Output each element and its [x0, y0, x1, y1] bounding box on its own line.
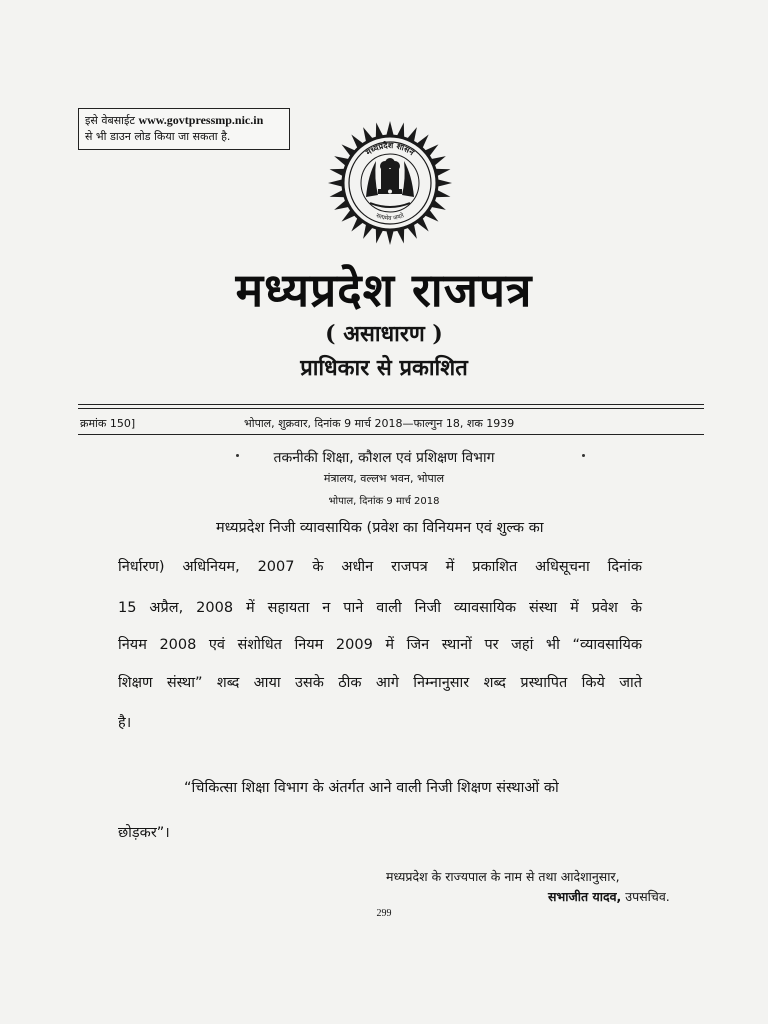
issue-number: क्रमांक 150] — [80, 417, 136, 430]
top-rule-secondary — [78, 408, 704, 409]
body-line-1: मध्यप्रदेश निजी व्यावसायिक (प्रवेश का विनियमन एवं शुल्क का — [216, 520, 544, 536]
governor-order-line: मध्यप्रदेश के राज्यपाल के नाम से तथा आदेशानुसार, — [386, 869, 620, 884]
signatory-designation: उपसचिव. — [625, 889, 670, 904]
department-address: मंत्रालय, वल्लभ भवन, भोपाल — [323, 472, 445, 485]
extraordinary-label: ( असाधारण ) — [325, 321, 443, 347]
quote-line-2: छोड़कर”। — [118, 825, 170, 841]
department-name: तकनीकी शिक्षा, कौशल एवं प्रशिक्षण विभाग — [273, 450, 495, 466]
notification-place-date: भोपाल, दिनांक 9 मार्च 2018 — [328, 496, 440, 507]
notice-line-1 — [85, 112, 283, 129]
top-rule — [78, 404, 704, 405]
body-line-4: नियम 2008 एवं संशोधित नियम 2009 में जिन स्थानों पर जहां भी “व्यावसायिक — [118, 637, 642, 653]
website-notice-box — [78, 108, 290, 150]
emblem-motto: सत्यमेव जयते — [374, 212, 406, 223]
gazette-title: मध्यप्रदेश राजपत्र — [235, 263, 533, 317]
body-line-3: 15 अप्रैल, 2008 में सहायता न पाने वाली निजी व्यावसायिक संस्था में प्रवेश के — [118, 600, 642, 616]
signatory — [548, 888, 670, 905]
notice-line-2: से भी डाउन लोड किया जा सकता है. — [85, 130, 231, 143]
website-url: www.govtpressmp.nic.in — [138, 113, 264, 127]
page-number: 299 — [376, 908, 392, 919]
signatory-name: सभाजीत यादव, — [548, 889, 622, 904]
state-emblem-seal — [320, 118, 460, 248]
issue-date-line: भोपाल, शुक्रवार, दिनांक 9 मार्च 2018—फाल्गुन 18, शक 1939 — [244, 417, 515, 430]
bottom-rule — [78, 434, 704, 435]
quote-line-1: “चिकित्सा शिक्षा विभाग के अंतर्गत आने वाली निजी शिक्षण संस्थाओं को — [184, 780, 559, 796]
body-line-2: निर्धारण) अधिनियम, 2007 के अधीन राजपत्र में प्रकाशित अधिसूचना दिनांक — [118, 559, 642, 575]
emblem-top-text: मध्यप्रदेश शासन — [364, 140, 416, 158]
authority-label: प्राधिकार से प्रकाशित — [300, 355, 468, 381]
body-line-6: है। — [118, 715, 132, 731]
notice-prefix: इसे वेबसाईट — [85, 114, 135, 127]
body-line-5: शिक्षण संस्था” शब्द आया उसके ठीक आगे निम्नानुसार शब्द प्रस्थापित किये जाते — [118, 675, 642, 691]
